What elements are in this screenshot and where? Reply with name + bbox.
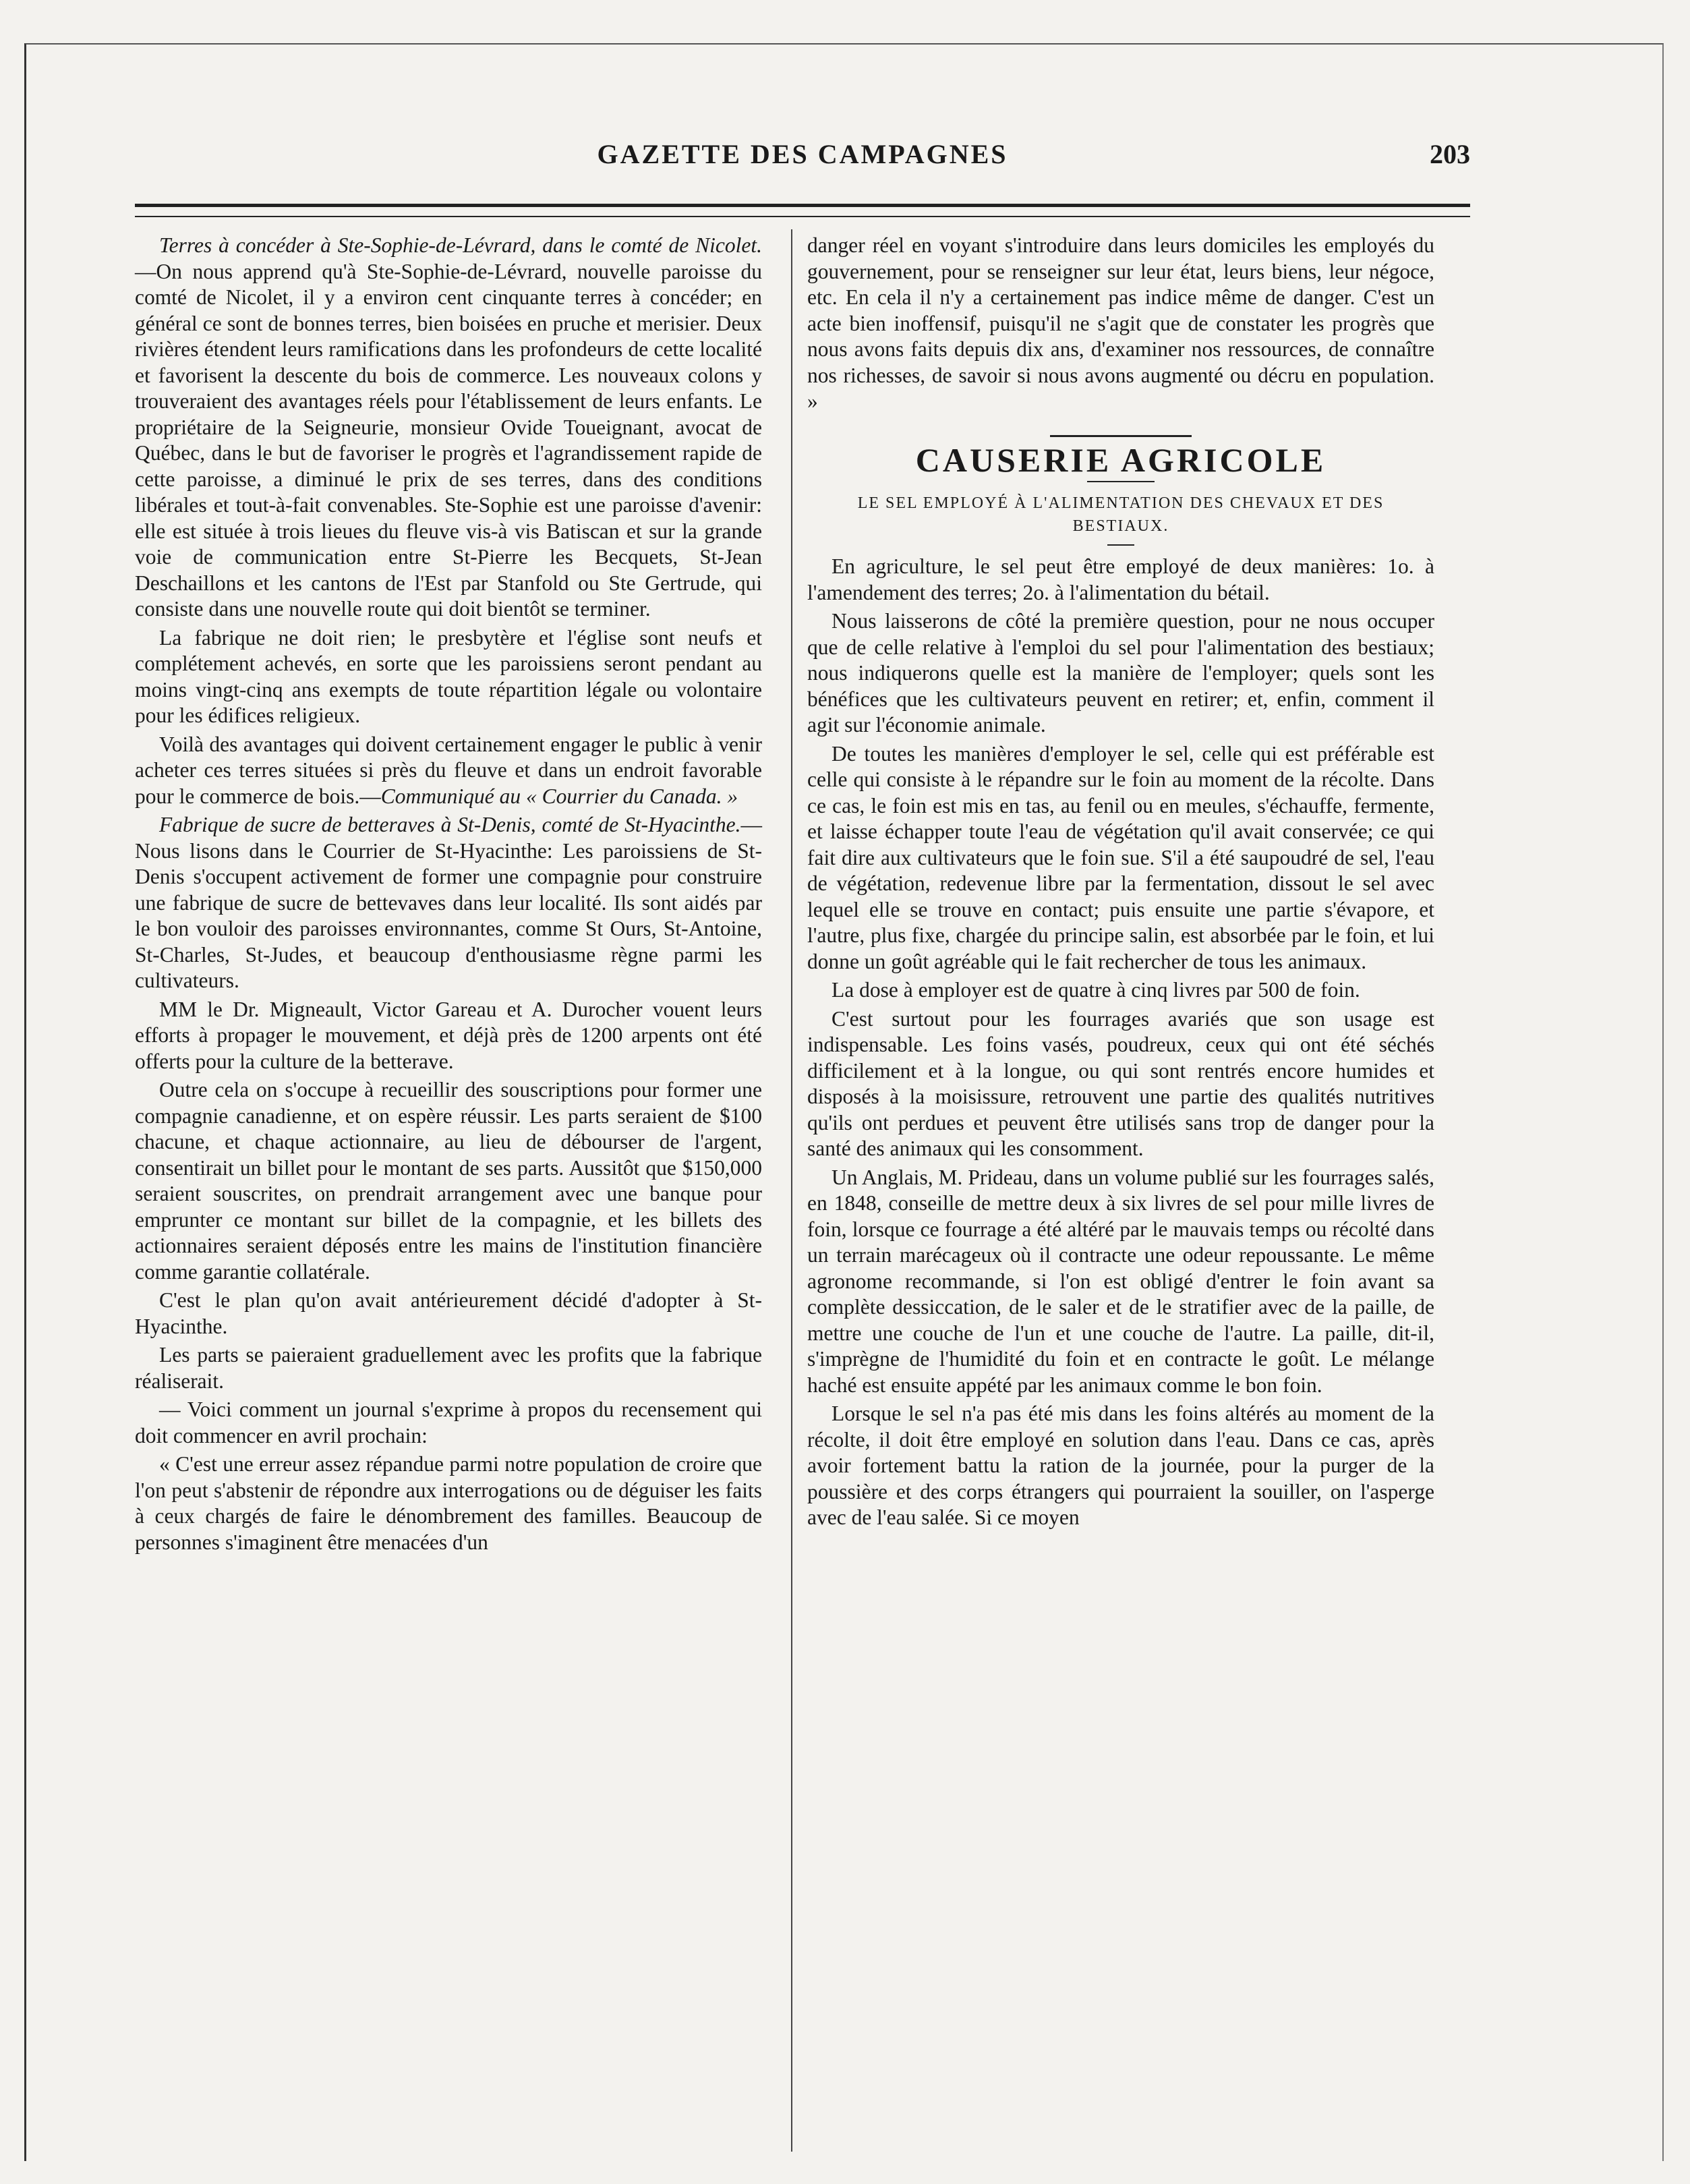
paragraph: Fabrique de sucre de betteraves à St-Denis, comté de St-Hyacinthe.— Nous lisons dans le Courrier de St-Hyacinthe: Les paroissiens de St-Denis s'occupent activement de former une compagnie pour construire une fabrique de sucre de bettevaves dans leur localité. Ils sont aidés par le bon vouloir des paroisses environnantes, comme St Ours, St-Antoine, St-Charles, St-Judes, et beaucoup d'enthousiasme règne parmi les cultivateurs. (135, 813, 762, 992)
ornament-rule (1050, 435, 1192, 441)
paragraph: Outre cela on s'occupe à recueillir des souscriptions pour former une compagnie canadienne, et on espère réussir. Les parts seraient de $100 chacune, et chaque actionnaire, au lieu de débourser de l'argent, consentirait un billet pour le montant de ses parts. Aussitôt que $150,000 seraient souscrites, on prendrait arrangement avec une banque pour emprunter ce montant sur billet de la compagnie, et les billets des actionnaires seraient déposés entre les mains de l'institution financière comme garantie collatérale. (135, 1078, 762, 1284)
paragraph: Un Anglais, M. Prideau, dans un volume publié sur les fourrages salés, en 1848, conseille de mettre deux à six livres de sel pour mille livres de foin, lorsque ce fourrage a été altéré par le mauvais temps ou récolté dans un terrain marécageux où il contracte une odeur repoussante. Le même agronome recommande, si l'on est obligé d'entrer le foin avant sa complète dessiccation, de le saler et de le stratifier avec de la paille, de mettre une couche de l'un et une couche de l'autre. La paille, dit-il, s'imprègne de l'humidité du foin et en contracte le goût. Le mélange haché est ensuite appété par les animaux comme le bon foin. (807, 1165, 1434, 1397)
article-lead: Terres à concéder à Ste-Sophie-de-Lévrard, dans le comté de Nicolet. (159, 233, 762, 257)
section-rule (1087, 481, 1155, 482)
paragraph: Voilà des avantages qui doivent certainement engager le public à venir acheter ces terres situées si près du fleuve et dans un endroit favorable pour le commerce de bois.—Communiqué au « Courrier du Canada. » (135, 732, 762, 808)
subtitle-rule (1107, 544, 1134, 546)
paragraph: Nous laisserons de côté la première question, pour ne nous occuper que de celle relative à l'emploi du sel pour l'alimentation des bestiaux; nous indiquerons quelle est la manière de l'employer; quels sont les bénéfices que les cultivateurs peuvent en retirer; et, enfin, comment il agit sur l'économie animale. (807, 609, 1434, 737)
paragraph: MM le Dr. Migneault, Victor Gareau et A. Durocher vouent leurs efforts à propager le mouvement, et déjà près de 1200 arpents ont été offerts pour la culture de la betterave. (135, 997, 762, 1073)
page-number: 203 (1430, 139, 1470, 169)
paragraph: — Voici comment un journal s'exprime à propos du recensement qui doit commencer en avril prochain: (135, 1398, 762, 1447)
header-rule-thin (135, 216, 1470, 217)
paragraph: Lorsque le sel n'a pas été mis dans les foins altérés au moment de la récolte, il doit être employé en solution dans l'eau. Dans ce cas, après avoir fortement battu la ration de la journée, pour la purger de la poussière et des corps étrangers qui pourraient la souiller, on l'asperge avec de l'eau salée. Si ce moyen (807, 1402, 1434, 1529)
right-column (807, 233, 1434, 1531)
section-title: CAUSERIE AGRICOLE (807, 435, 1434, 473)
paragraph: La fabrique ne doit rien; le presbytère et l'église sont neufs et complétement achevés, en sorte que les paroissiens seront pendant au moins vingt-cinq ans exempts de toute répartition légale ou volontaire pour les édifices religieux. (135, 625, 762, 727)
paragraph: danger réel en voyant s'introduire dans leurs domiciles les employés du gouvernement, pour se renseigner sur leur état, leurs biens, leur négoce, etc. En cela il n'y a certainement pas indice même de danger. C'est un acte bien inoffensif, puisqu'il ne s'agit que de constater les progrès que nous avons faits depuis dix ans, d'examiner nos ressources, de connaître nos richesses, de savoir si nous avons augmenté ou décru en population. » (807, 233, 1434, 413)
source-credit: Communiqué au « Courrier du Canada. » (380, 784, 738, 808)
newspaper-title: GAZETTE DES CAMPAGNES (597, 139, 1008, 169)
paragraph: De toutes les manières d'employer le sel, celle qui est préférable est celle qui consiste à le répandre sur le foin au moment de la récolte. Dans ce cas, le foin est mis en tas, au fenil ou en meules, s'échauffe, fermente, et laisse échapper toute l'eau de végétation qu'il avait conservée; ce qui fait dire aux cultivateurs que le foin sue. S'il a été saupoudré de sel, l'eau de végétation, redevenue libre par la fermentation, dissout le sel avec lequel elle se trouve en contact; puis ensuite une partie s'évapore, et l'autre, plus fixe, chargée du principe salin, est absorbée par le foin, et lui donne un goût agréable qui le fait rechercher de tous les animaux. (807, 741, 1434, 973)
page-header (135, 138, 1470, 179)
left-column (135, 233, 762, 1555)
paragraph: La dose à employer est de quatre à cinq livres par 500 de foin. (832, 978, 1360, 1002)
paragraph: C'est le plan qu'on avait antérieurement décidé d'adopter à St-Hyacinthe. (135, 1288, 762, 1338)
paragraph: Terres à concéder à Ste-Sophie-de-Lévrard, dans le comté de Nicolet.—On nous apprend qu'à Ste-Sophie-de-Lévrard, nouvelle paroisse du comté de Nicolet, il y a environ cent cinquante terres à concéder; en général ce sont de bonnes terres, bien boisées en pruche et merisier. Deux rivières étendent leurs ramifications dans les profondeurs de cette localité et favorisent la descente du bois de commerce. Les nouveaux colons y trouveraient des avantages réels pour l'établissement de leurs enfants. Le propriétaire de la Seigneurie, monsieur Ovide Toueignant, avocat de Québec, dans le but de favoriser le progrès et l'agrandissement rapide de cette paroisse, a diminué le prix de ses terres, dans des conditions libérales et tout-à-fait convenables. Ste-Sophie est une paroisse d'avenir: elle est située à trois lieues du fleuve vis-à vis Batiscan et sur la grande voie de communication entre St-Pierre les Becquets, St-Jean Deschaillons et les cantons de l'Est par Stanfold ou Ste Gertrude, qui consiste dans une nouvelle route qui doit bientôt se terminer. (135, 233, 762, 621)
paragraph: Les parts se paieraient graduellement avec les profits que la fabrique réaliserait. (135, 1343, 762, 1393)
paragraph: C'est surtout pour les fourrages avariés que son usage est indispensable. Les foins vasés, poudreux, ceux qui ont été séchés difficilement et à la longue, ou qui sont rentrés encore humides et disposés à la moisissure, retrouvent une partie des qualités nutritives qu'ils ont perdues et peuvent être utilisés sans trop de danger pour la santé des animaux qui les consomment. (807, 1006, 1434, 1160)
header-rule-thick (135, 204, 1470, 207)
article-lead: Fabrique de sucre de betteraves à St-Denis, comté de St-Hyacinthe. (159, 813, 741, 836)
paragraph: En agriculture, le sel peut être employé de deux manières: 1o. à l'amendement des terres; 2o. à l'alimentation du bétail. (807, 554, 1434, 604)
section-subtitle: LE SEL EMPLOYÉ À L'ALIMENTATION DES CHEVAUX ET DES BESTIAUX. (857, 494, 1385, 535)
column-divider (791, 229, 792, 2152)
paragraph: « C'est une erreur assez répandue parmi notre population de croire que l'on peut s'abstenir de répondre aux interrogations ou de déguiser les faits à ceux chargés de faire le dénombrement des familles. Beaucoup de personnes s'imaginent être menacées d'un (135, 1452, 762, 1554)
